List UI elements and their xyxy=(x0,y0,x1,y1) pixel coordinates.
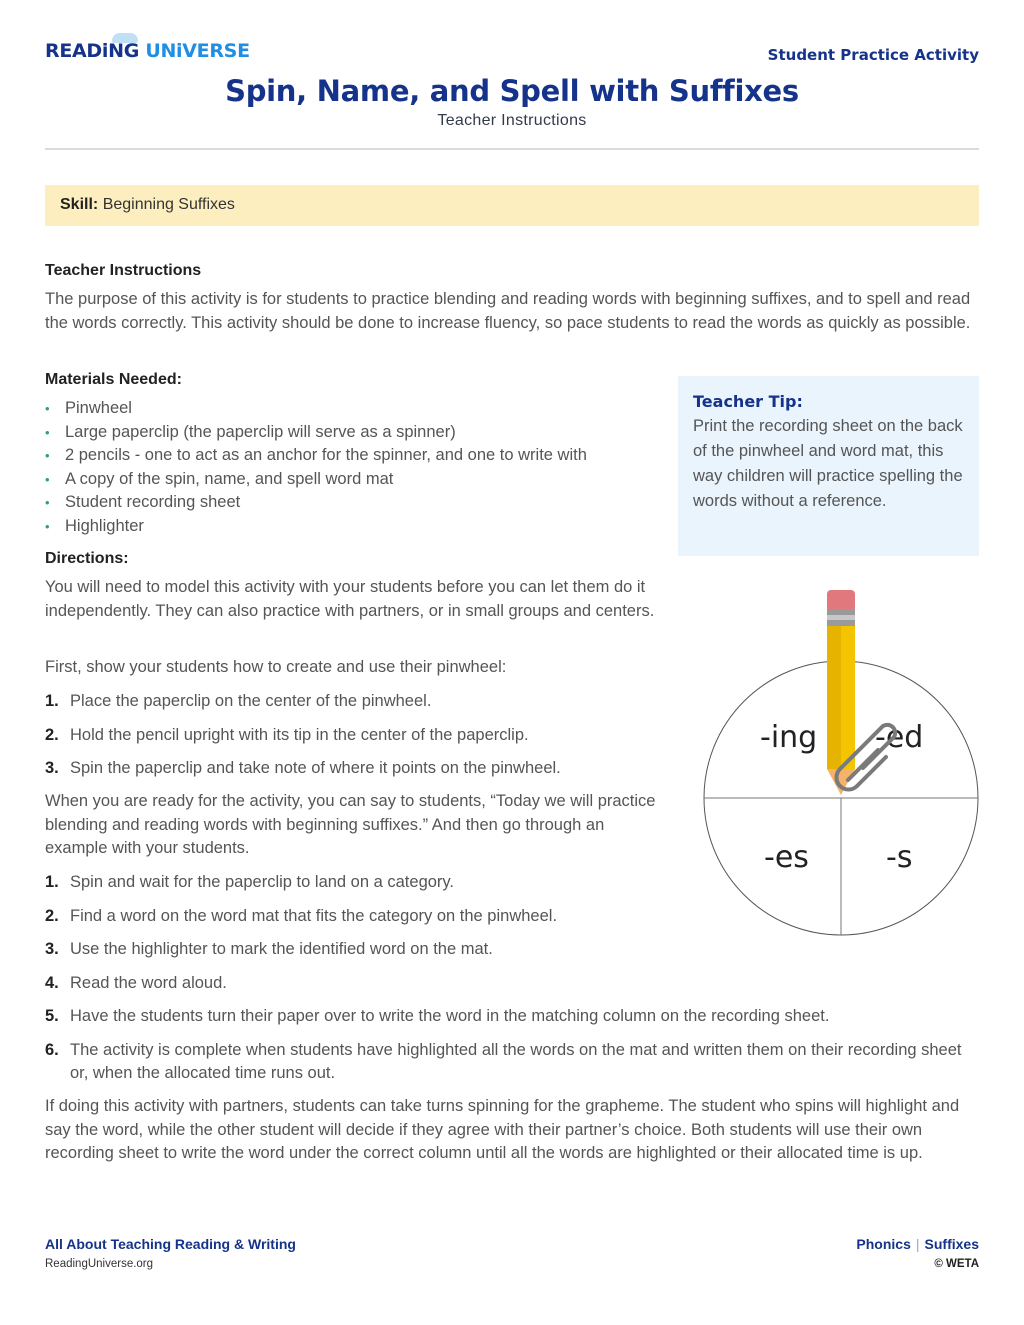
pinwheel-steps xyxy=(45,690,705,791)
step-number: 1. xyxy=(45,692,59,710)
directions-heading: Directions: xyxy=(45,550,129,567)
materials-item: • Student recording sheet xyxy=(45,491,587,515)
step-text: Read the word aloud. xyxy=(70,973,227,992)
partners-note: If doing this activity with partners, students can take turns spinning for the grapheme. The student who spins will highlight and say the word, while the other student will decide if they agree with their partner’s choice. Both students will use their own recording sheet to write the word under the correct column until all the words are highlighted or their allocated time is up. xyxy=(45,1097,960,1162)
footer-tag-suffixes[interactable]: Suffixes xyxy=(924,1236,979,1252)
materials-item: • Pinwheel xyxy=(45,397,587,421)
segment-label-ing: -ing xyxy=(760,720,818,755)
pinwheel-step xyxy=(45,690,705,714)
teacher-tip-box xyxy=(678,376,979,556)
teacher-instructions-body: The purpose of this activity is for students to practice blending and reading words with beginning suffixes, and to spell and read the words correctly. This activity should be done to increase fluency, so pace students to read the words as quickly as possible. xyxy=(45,290,971,332)
step-text: Place the paperclip on the center of the pinwheel. xyxy=(70,692,432,710)
header-divider xyxy=(45,148,979,150)
activity-step xyxy=(45,938,975,962)
step-number: 3. xyxy=(45,940,59,958)
activity-intro: When you are ready for the activity, you can say to students, “Today we will practice blending and reading words with beginning suffixes.” And then go through an example with your students. xyxy=(45,792,656,857)
reading-universe-logo xyxy=(45,38,250,64)
segment-label-ed: -ed xyxy=(875,720,924,755)
segment-label-s: -s xyxy=(886,840,913,875)
step-text: Use the highlighter to mark the identified word on the mat. xyxy=(70,940,493,958)
footer-tags xyxy=(856,1236,979,1252)
materials-list xyxy=(45,397,587,538)
teacher-tip-body: Print the recording sheet on the back of the pinwheel and word mat, this way children will practice spelling the words without a reference. xyxy=(693,417,963,510)
pinwheel-step xyxy=(45,757,705,781)
logo-reading: READiNG xyxy=(45,40,139,62)
skill-label: Skill: xyxy=(60,196,99,213)
step-text: Find a word on the word mat that fits the category on the pinwheel. xyxy=(70,906,558,925)
skill-value: Beginning Suffixes xyxy=(102,196,235,213)
materials-item: • Large paperclip (the paperclip will serve as a spinner) xyxy=(45,421,587,445)
step-number: 3. xyxy=(45,759,59,777)
footer-section-title: All About Teaching Reading & Writing xyxy=(45,1236,296,1252)
step-text: The activity is complete when students have highlighted all the words on the mat and written them on their recording sheet or, when the allocated time runs out. xyxy=(70,1040,962,1082)
step-number: 5. xyxy=(45,1007,59,1025)
teacher-instructions-heading: Teacher Instructions xyxy=(45,262,202,279)
page-title: Spin, Name, and Spell with Suffixes xyxy=(225,74,799,108)
step-text: Have the students turn their paper over to write the word in the matching column on the recording sheet. xyxy=(70,1007,830,1025)
segment-label-es: -es xyxy=(764,840,809,875)
materials-heading: Materials Needed: xyxy=(45,371,182,388)
step-text: Hold the pencil upright with its tip in the center of the paperclip. xyxy=(70,725,529,744)
pinwheel-spinner-illustration xyxy=(700,585,985,940)
step-number: 1. xyxy=(45,873,59,891)
step-number: 6. xyxy=(45,1040,59,1059)
pinwheel-step xyxy=(45,724,705,748)
step-text: Spin the paperclip and take note of where it points on the pinwheel. xyxy=(70,759,561,777)
tag-separator: | xyxy=(915,1236,920,1252)
pinwheel-intro: First, show your students how to create and use their pinwheel: xyxy=(45,658,507,676)
step-text: Spin and wait for the paperclip to land on a category. xyxy=(70,873,455,891)
step-number: 4. xyxy=(45,973,59,992)
teacher-tip-title: Teacher Tip: xyxy=(693,392,803,411)
footer-copyright: © WETA xyxy=(934,1258,979,1270)
pencil-icon xyxy=(827,590,855,795)
materials-item: • A copy of the spin, name, and spell word mat xyxy=(45,468,587,492)
footer-tag-phonics[interactable]: Phonics xyxy=(856,1236,911,1252)
activity-step xyxy=(45,972,975,996)
activity-step xyxy=(45,1005,975,1029)
page-subtitle: Teacher Instructions xyxy=(437,112,587,129)
step-number: 2. xyxy=(45,725,59,744)
skill-bar xyxy=(45,185,979,226)
step-number: 2. xyxy=(45,906,59,925)
activity-step xyxy=(45,1039,975,1086)
footer-site-url[interactable]: ReadingUniverse.org xyxy=(45,1258,154,1270)
activity-type-label: Student Practice Activity xyxy=(767,46,979,64)
materials-item: • 2 pencils - one to act as an anchor for the spinner, and one to write with xyxy=(45,444,587,468)
logo-universe: UNiVERSE xyxy=(145,40,250,62)
materials-item: • Highlighter xyxy=(45,515,587,539)
directions-intro: You will need to model this activity with your students before you can let them do it independently. They can also practice with partners, or in small groups and centers. xyxy=(45,578,655,620)
